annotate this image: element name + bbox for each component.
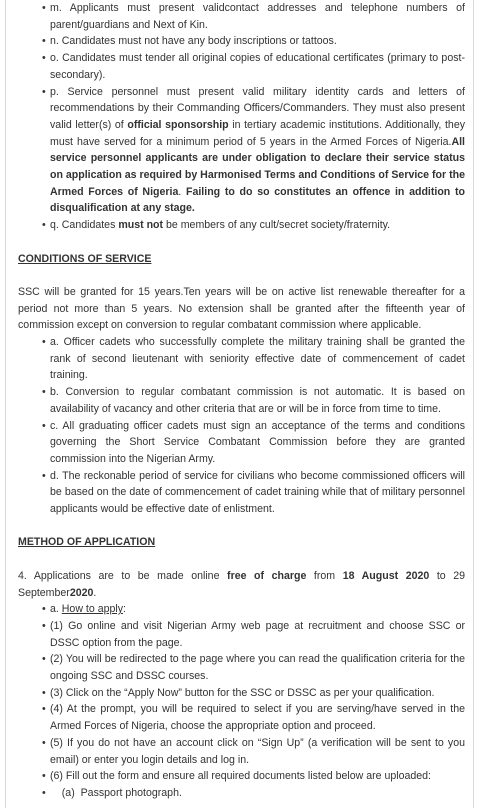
method-bold-free: free of charge [227, 569, 307, 582]
step-item [18, 768, 465, 785]
step-text: (a) Passport photograph. [50, 786, 182, 799]
how-to-apply-label: How to apply [61, 603, 124, 616]
steps-list [18, 601, 465, 801]
condition-d-text: d. The reckonable period of service for civilians who become commissioned officers will be based on the date of commencement of cadet training while that of military personnel applicants would be effective date of enlistment. [50, 469, 465, 516]
step-text: (4) At the prompt, you will be required to select if you are serving/have served in the Armed Forces of Nigeria, choose the appropriate option and proceed. [50, 703, 465, 733]
item-p-text-2: in tertiary academic institutions. Additionally, they must have served for a minimum period of 5 years in the Armed Forces of Nigeria. [50, 118, 466, 148]
step-item [18, 651, 465, 684]
list-item [18, 468, 465, 518]
step-text: (5) If you do not have an account click on “Sign Up” (a verification will be sent to you email) or enter you login details and log in. [50, 736, 465, 766]
step-item [18, 685, 465, 702]
list-item [18, 33, 465, 50]
method-heading: METHOD OF APPLICATION [18, 536, 156, 549]
list-item [18, 601, 465, 618]
item-p-bold-sponsorship: official sponsorship [127, 118, 229, 131]
method-text-2: from [306, 569, 343, 582]
list-item [18, 217, 465, 234]
how-suffix: : [123, 603, 126, 616]
step-text: (1) Go online and visit Nigerian Army web page at recruitment and choose SSC or DSSC option from the page. [50, 619, 465, 649]
item-q-text-2: be members of any cult/secret society/fraternity. [163, 219, 391, 232]
step-text: (3) Click on the “Apply Now” button for the SSC or DSSC as per your qualification. [50, 686, 435, 699]
method-text-1: 4. Applications are to be made online [18, 569, 228, 582]
list-item [18, 334, 465, 384]
list-item [18, 384, 465, 417]
conditions-list [18, 334, 465, 518]
document-body [18, 0, 465, 802]
conditions-intro: SSC will be granted for 15 years.Ten years will be on active list renewable thereafter for a period not more than 5 years. No extension shall be granted after the fifteenth year of commission except on conversion to regular combatant commission where applicable. [18, 285, 465, 332]
conditions-heading: CONDITIONS OF SERVICE [18, 252, 152, 265]
method-text-3: to 29 September [18, 569, 466, 599]
step-item [18, 785, 465, 802]
item-q-text: q. Candidates [50, 219, 119, 232]
method-bold-year: 2020 [69, 586, 94, 599]
list-item [18, 84, 465, 218]
condition-b-text: b. Conversion to regular combatant commission is not automatic. It is based on availability of vacancy and other criteria that are or will be in force from time to time. [50, 386, 465, 415]
step-item [18, 701, 465, 734]
item-p-text: p. Service personnel must present valid military identity cards and letters of recommendations by their Commanding Officers/Commanders. They must also present valid letter(s) of [50, 85, 465, 131]
list-item [18, 418, 465, 468]
method-bold-start-date: 18 August 2020 [342, 569, 430, 582]
item-m-text: m. Applicants must present validcontact addresses and telephone numbers of parent/guardians and Next of Kin. [50, 2, 465, 31]
list-item [18, 0, 465, 33]
step-item [18, 735, 465, 768]
item-n-text: n. Candidates must not have any body inscriptions or tattoos. [50, 35, 337, 48]
condition-a-text: a. Officer cadets who successfully complete the military training shall be granted the rank of second lieutenant with seniority effective date of commencement of cadet training. [50, 336, 465, 382]
requirements-list [18, 0, 465, 234]
how-prefix: a. [50, 603, 62, 616]
step-text: (2) You will be redirected to the page where you can read the qualification criteria for the ongoing SSC and DSSC courses. [50, 653, 465, 683]
step-text: (6) Fill out the form and ensure all required documents listed below are uploaded: [50, 770, 431, 783]
item-q-bold: must not [118, 219, 164, 232]
item-o-text: o. Candidates must tender all original copies of educational certificates (primary to post-secondary). [50, 52, 465, 81]
step-item [18, 618, 465, 651]
list-item [18, 50, 465, 83]
method-paragraph [18, 568, 465, 601]
condition-c-text: c. All graduating officer cadets must sign an acceptance of the terms and conditions governing the Short Service Combatant Commission before they are granted commission into the Nigerian Army. [50, 419, 465, 465]
item-p-bold-obligation: All service personnel applicants are under obligation to declare their service status on application as required by Harmonised Terms and Conditions of Service for the Armed Forces of Nigeria [50, 135, 465, 198]
item-p-bold-offence: Failing to do so constitutes an offence in addition to disqualification at any stage. [50, 185, 465, 215]
method-text-4: . [93, 586, 97, 599]
item-p-text-3: . [178, 185, 186, 198]
